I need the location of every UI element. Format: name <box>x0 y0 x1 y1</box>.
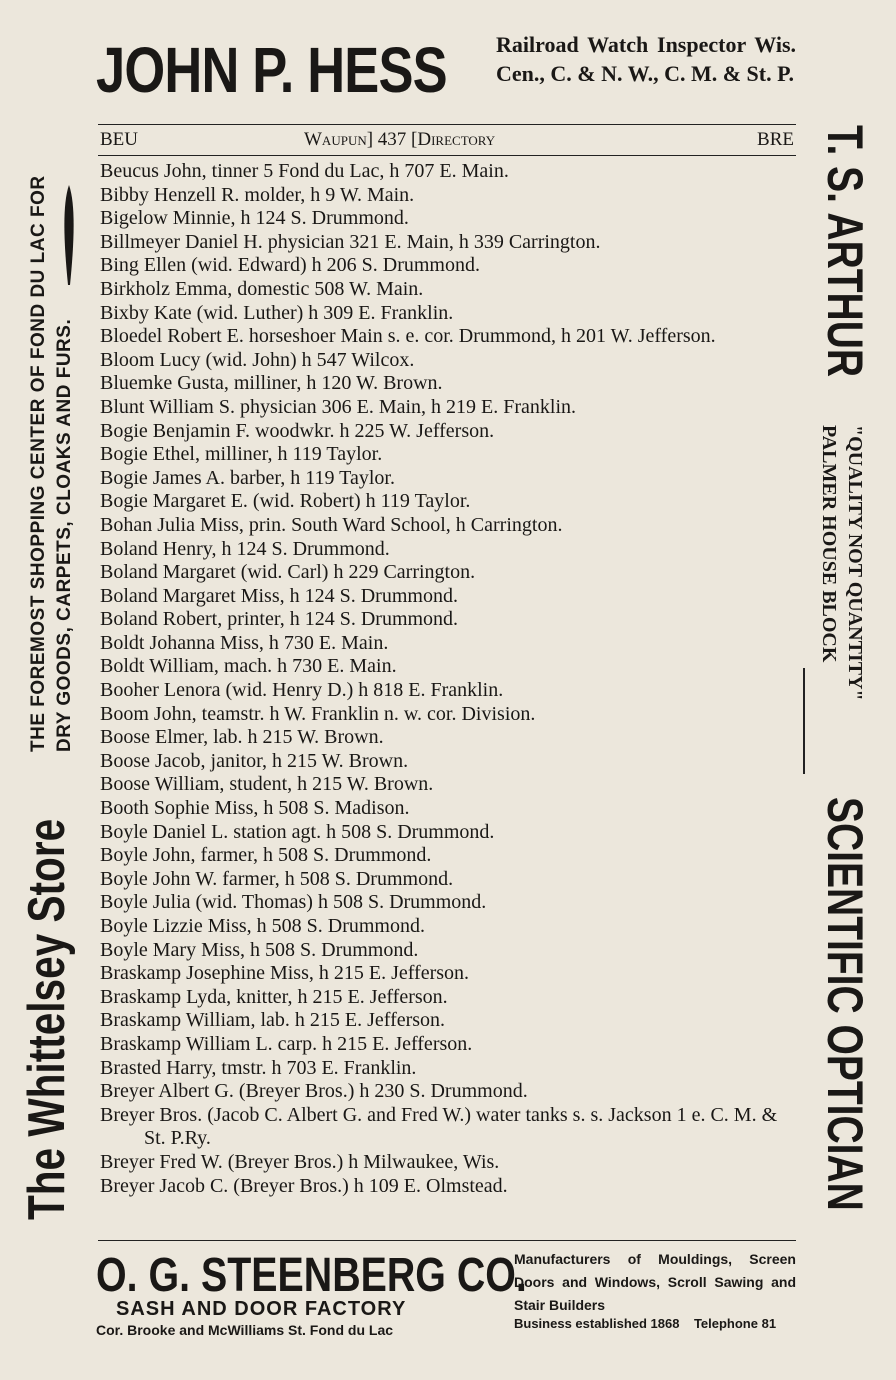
directory-entry: Bogie James A. barber, h 119 Taylor. <box>100 466 395 489</box>
advertiser-name: JOHN P. HESS <box>96 34 447 106</box>
optician-title: SCIENTIFIC OPTICIAN <box>817 797 873 1211</box>
bottom-advertisement <box>96 1246 800 1346</box>
directory-entry: Billmeyer Daniel H. physician 321 E. Main, h 339 Carrington. <box>100 230 601 253</box>
directory-entry: Bohan Julia Miss, prin. South Ward School, h Carrington. <box>100 513 563 536</box>
store-tagline-2: DRY GOODS, CARPETS, CLOAKS AND FURS. <box>54 318 75 752</box>
directory-entry: Bloom Lucy (wid. John) h 547 Wilcox. <box>100 348 415 371</box>
directory-entry: Braskamp Josephine Miss, h 215 E. Jefferson. <box>100 962 470 985</box>
company-address: Cor. Brooke and McWilliams St. Fond du Lac <box>96 1322 394 1338</box>
pen-ornament-icon <box>60 185 78 285</box>
directory-entry: Boyle Daniel L. station agt. h 508 S. Drummond. <box>100 820 495 843</box>
directory-entry: Boland Margaret Miss, h 124 S. Drummond. <box>100 584 458 607</box>
directory-entry: Bloedel Robert E. horseshoer Main s. e. cor. Drummond, h 201 W. Jefferson. <box>100 325 716 348</box>
directory-entry: Booher Lenora (wid. Henry D.) h 818 E. Franklin. <box>100 679 504 702</box>
directory-entry: Boland Henry, h 124 S. Drummond. <box>100 537 390 560</box>
directory-entry: Breyer Bros. (Jacob C. Albert G. and Fred W.) water tanks s. s. Jackson 1 e. C. M. & St. P.Ry. <box>100 1103 778 1150</box>
directory-entry: Bluemke Gusta, milliner, h 120 W. Brown. <box>100 372 443 395</box>
established-text: Business established 1868 <box>514 1316 680 1331</box>
right-vertical-advertisement <box>808 125 878 1225</box>
directory-entry: Bigelow Minnie, h 124 S. Drummond. <box>100 207 409 230</box>
vertical-divider <box>803 668 805 774</box>
directory-entry: Boyle John, farmer, h 508 S. Drummond. <box>100 844 432 867</box>
directory-entry: Boyle Mary Miss, h 508 S. Drummond. <box>100 938 419 961</box>
optician-name: T. S. ARTHUR <box>817 125 873 378</box>
header-left-guide-word: BEU <box>100 129 138 150</box>
directory-entry: Beucus John, tinner 5 Fond du Lac, h 707 E. Main. <box>100 160 509 182</box>
directory-entry: Breyer Fred W. (Breyer Bros.) h Milwaukee, Wis. <box>100 1150 500 1173</box>
directory-entry: Boland Robert, printer, h 124 S. Drummond. <box>100 608 459 631</box>
company-established <box>514 1316 796 1331</box>
advertiser-description: Railroad Watch Inspector Wis. Cen., C. & N. W., C. M. & St. P. <box>496 32 796 86</box>
company-services: Manufacturers of Mouldings, Screen Doors and Windows, Scroll Sawing and Stair Builders <box>514 1251 796 1313</box>
directory-entry: Blunt William S. physician 306 E. Main, h 219 E. Franklin. <box>100 395 577 418</box>
directory-entry: Bixby Kate (wid. Luther) h 309 E. Franklin. <box>100 301 454 324</box>
directory-entry: Bing Ellen (wid. Edward) h 206 S. Drummond. <box>100 254 480 277</box>
directory-entry: Brasted Harry, tmstr. h 703 E. Franklin. <box>100 1056 417 1079</box>
telephone-text: Telephone 81 <box>693 1316 777 1331</box>
directory-entry: Boyle Lizzie Miss, h 508 S. Drummond. <box>100 915 425 937</box>
header-page-info: Waupun] 437 [Directory <box>304 129 496 150</box>
directory-entry: Bibby Henzell R. molder, h 9 W. Main. <box>100 183 415 206</box>
directory-entry: Boyle Julia (wid. Thomas) h 508 S. Drummond. <box>100 891 487 914</box>
store-name: The Whittelsey Store <box>18 818 76 1220</box>
directory-entry: Boom John, teamstr. h W. Franklin n. w. cor. Division. <box>100 702 536 725</box>
directory-entry: Bogie Benjamin F. woodwkr. h 225 W. Jefferson. <box>100 419 495 442</box>
company-name: O. G. STEENBERG CO. <box>96 1249 527 1302</box>
top-advertisement <box>96 28 800 120</box>
directory-entry: Boldt William, mach. h 730 E. Main. <box>100 655 397 678</box>
directory-entry: Breyer Albert G. (Breyer Bros.) h 230 S. Drummond. <box>100 1080 528 1103</box>
directory-entry: Bogie Ethel, milliner, h 119 Taylor. <box>100 443 383 466</box>
optician-slogan: "QUALITY NOT QUANTITY" <box>844 425 866 701</box>
directory-entry: Boose Elmer, lab. h 215 W. Brown. <box>100 726 384 749</box>
directory-entry: Boyle John W. farmer, h 508 S. Drummond. <box>100 867 454 890</box>
directory-entries <box>100 160 796 1198</box>
directory-entry: Booth Sophie Miss, h 508 S. Madison. <box>100 797 410 820</box>
directory-entry: Braskamp Lyda, knitter, h 215 E. Jefferson. <box>100 985 448 1008</box>
directory-entry: Braskamp William L. carp. h 215 E. Jefferson. <box>100 1032 473 1055</box>
directory-entry: Birkholz Emma, domestic 508 W. Main. <box>100 277 424 300</box>
directory-entry: Bogie Margaret E. (wid. Robert) h 119 Taylor. <box>100 490 471 513</box>
left-vertical-advertisement <box>14 130 84 1220</box>
directory-entry: Boland Margaret (wid. Carl) h 229 Carrington. <box>100 561 476 584</box>
store-tagline-1: THE FOREMOST SHOPPING CENTER OF FOND DU LAC FOR <box>28 175 49 752</box>
header-right-guide-word: BRE <box>757 129 794 150</box>
company-subtitle: SASH AND DOOR FACTORY <box>116 1298 407 1320</box>
optician-location: PALMER HOUSE BLOCK <box>818 425 840 663</box>
directory-entry: Breyer Jacob C. (Breyer Bros.) h 109 E. Olmstead. <box>100 1174 508 1197</box>
directory-entry: Boose William, student, h 215 W. Brown. <box>100 773 434 796</box>
bottom-rule <box>98 1240 796 1241</box>
running-header <box>98 124 796 156</box>
directory-entry: Boldt Johanna Miss, h 730 E. Main. <box>100 631 389 654</box>
directory-entry: Boose Jacob, janitor, h 215 W. Brown. <box>100 749 409 772</box>
directory-entry: Braskamp William, lab. h 215 E. Jefferson. <box>100 1009 446 1032</box>
